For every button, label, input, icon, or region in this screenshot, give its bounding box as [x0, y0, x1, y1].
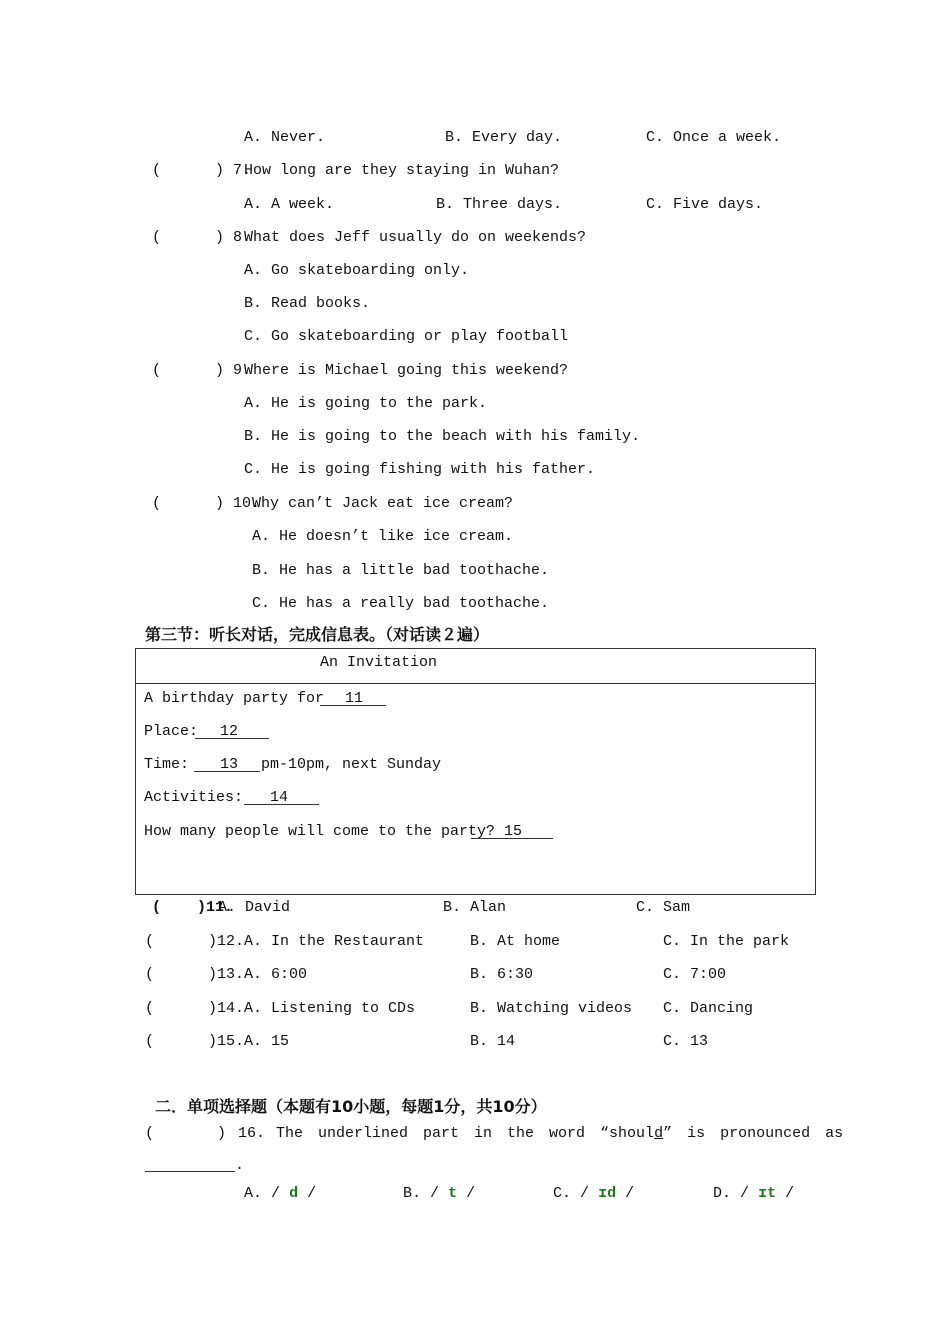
q7-number: ( ) 7.	[152, 162, 252, 179]
row1-number: 11	[345, 690, 364, 707]
row5-number: 15	[504, 823, 523, 840]
row3-number: 13	[220, 756, 239, 773]
q13-option-b: B. 6:30	[470, 966, 534, 983]
q6-option-c: C. Once a week.	[646, 129, 782, 146]
row4-number: 14	[270, 789, 289, 806]
q10-option-b: B. He has a little bad toothache.	[252, 562, 550, 579]
q14-option-c: C. Dancing	[663, 1000, 754, 1017]
q9-text: Where is Michael going this weekend?	[244, 362, 569, 379]
table-title: An Invitation	[320, 654, 438, 671]
q16-option-c: C. / ɪd /	[553, 1185, 635, 1202]
q11-option-c: C. Sam	[636, 899, 691, 916]
q16-question	[276, 1125, 843, 1143]
part2-title: 二．单项选择题（本题有10小题，每题1分，共10分）	[155, 1097, 547, 1116]
row3-suffix: pm-10pm, next Sunday	[261, 756, 442, 773]
q9-option-b: B. He is going to the beach with his family.	[244, 428, 641, 445]
q7-text: How long are they staying in Wuhan?	[244, 162, 560, 179]
row3-label: Time:	[144, 756, 190, 773]
q12-option-c: C. In the park	[663, 933, 790, 950]
q16-number: 16.	[238, 1125, 266, 1142]
q16-text-after: ” is pronounced as	[663, 1125, 844, 1142]
q8-option-a: A. Go skateboarding only.	[244, 262, 470, 279]
q10-option-c: C. He has a really bad toothache.	[252, 595, 550, 612]
q13-option-c: C. 7:00	[663, 966, 727, 983]
q11-option-b: B. Alan	[443, 899, 507, 916]
table-divider	[135, 683, 816, 684]
phonetic-id: ɪd	[598, 1185, 617, 1202]
q16-paren: ( )	[145, 1125, 227, 1142]
row1-label: A birthday party for	[144, 690, 325, 707]
q15-option-a: A. 15	[244, 1033, 290, 1050]
q14-option-b: B. Watching videos	[470, 1000, 633, 1017]
row2-number: 12	[220, 723, 239, 740]
q8-option-b: B. Read books.	[244, 295, 371, 312]
phonetic-it: ɪt	[758, 1185, 777, 1202]
section3-title: 第三节：听长对话，完成信息表。（对话读２遍）	[145, 625, 490, 644]
q14-number: ( )14.	[145, 1000, 245, 1017]
row2-label: Place:	[144, 723, 199, 740]
q8-text: What does Jeff usually do on weekends?	[244, 229, 587, 246]
q6-option-a: A. Never.	[244, 129, 326, 146]
q10-number: ( ) 10.	[152, 495, 261, 512]
q13-option-a: A. 6:00	[244, 966, 308, 983]
q6-option-b: B. Every day.	[445, 129, 563, 146]
q9-option-c: C. He is going fishing with his father.	[244, 461, 596, 478]
q16-option-b: B. / t /	[403, 1185, 476, 1202]
q8-option-c: C. Go skateboarding or play football	[244, 328, 569, 345]
q9-option-a: A. He is going to the park.	[244, 395, 488, 412]
q8-number: ( ) 8.	[152, 229, 252, 246]
q14-option-a: A. Listening to CDs	[244, 1000, 416, 1017]
q9-number: ( ) 9.	[152, 362, 252, 379]
q16-option-d: D. / ɪt /	[713, 1185, 795, 1202]
q7-option-b: B. Three days.	[436, 196, 563, 213]
q12-option-b: B. At home	[470, 933, 561, 950]
q11-number: ( )11.	[152, 899, 234, 916]
phonetic-t: t	[448, 1185, 458, 1202]
row5-label: How many people will come to the party?	[144, 823, 496, 840]
q13-number: ( )13.	[145, 966, 245, 983]
q10-option-a: A. He doesn’t like ice cream.	[252, 528, 514, 545]
q15-option-b: B. 14	[470, 1033, 516, 1050]
row4-label: Activities:	[144, 789, 244, 806]
q12-number: ( )12.	[145, 933, 245, 950]
phonetic-d: d	[289, 1185, 299, 1202]
q16-underlined-letter: d	[654, 1125, 664, 1142]
q16-option-a: A. / d /	[244, 1185, 317, 1202]
q16-answer-blank	[145, 1171, 235, 1172]
q7-option-a: A. A week.	[244, 196, 335, 213]
q10-text: Why can’t Jack eat ice cream?	[252, 495, 514, 512]
q16-text-before: The underlined part in the word “shoul	[276, 1125, 655, 1142]
q15-number: ( )15.	[145, 1033, 245, 1050]
q11-option-a: A. David	[218, 899, 291, 916]
q15-option-c: C. 13	[663, 1033, 709, 1050]
q16-period: .	[235, 1157, 245, 1174]
q12-option-a: A. In the Restaurant	[244, 933, 425, 950]
q7-option-c: C. Five days.	[646, 196, 764, 213]
